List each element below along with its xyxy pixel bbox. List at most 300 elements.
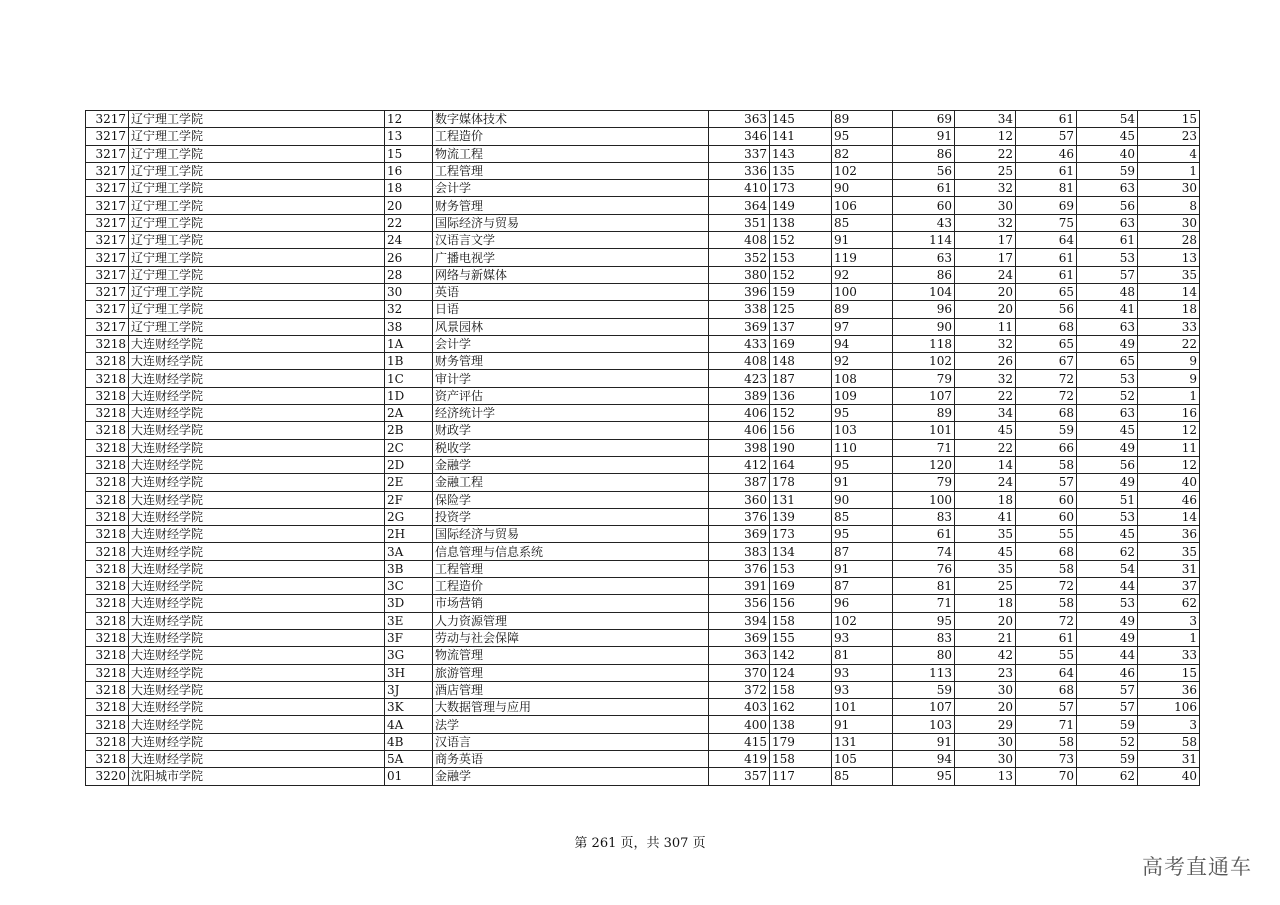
school-name-cell: 大连财经学院 [129,456,385,473]
col-12-cell: 37 [1138,578,1200,595]
col-9-cell: 35 [955,526,1016,543]
school-code-cell: 3218 [86,595,129,612]
school-name-cell: 大连财经学院 [129,543,385,560]
major-name-cell: 旅游管理 [433,664,709,681]
table-row [86,232,1200,249]
col-6-cell: 164 [770,456,832,473]
col-11-cell: 62 [1077,768,1138,785]
col-12-cell: 36 [1138,681,1200,698]
col-6-cell: 138 [770,214,832,231]
table-row [86,266,1200,283]
col-10-cell: 72 [1016,612,1077,629]
col-7-cell: 90 [832,180,893,197]
col-12-cell: 15 [1138,664,1200,681]
col-7-cell: 92 [832,353,893,370]
major-name-cell: 法学 [433,716,709,733]
table-row [86,595,1200,612]
major-code-cell: 01 [385,768,433,785]
col-6-cell: 158 [770,612,832,629]
school-name-cell: 大连财经学院 [129,353,385,370]
col-6-cell: 187 [770,370,832,387]
col-10-cell: 67 [1016,353,1077,370]
col-9-cell: 17 [955,249,1016,266]
col-11-cell: 54 [1077,560,1138,577]
school-code-cell: 3218 [86,681,129,698]
col-8-cell: 79 [893,474,955,491]
col-5-cell: 406 [709,405,770,422]
table-row [86,526,1200,543]
school-name-cell: 大连财经学院 [129,508,385,525]
col-9-cell: 41 [955,508,1016,525]
col-11-cell: 53 [1077,249,1138,266]
col-10-cell: 71 [1016,716,1077,733]
school-code-cell: 3218 [86,335,129,352]
school-name-cell: 辽宁理工学院 [129,180,385,197]
col-10-cell: 57 [1016,699,1077,716]
col-7-cell: 94 [832,335,893,352]
col-6-cell: 124 [770,664,832,681]
major-name-cell: 汉语言文学 [433,232,709,249]
col-12-cell: 9 [1138,353,1200,370]
col-5-cell: 369 [709,318,770,335]
col-7-cell: 90 [832,491,893,508]
table-row [86,353,1200,370]
col-7-cell: 89 [832,111,893,128]
school-code-cell: 3218 [86,491,129,508]
col-12-cell: 35 [1138,543,1200,560]
col-12-cell: 62 [1138,595,1200,612]
col-5-cell: 372 [709,681,770,698]
col-7-cell: 97 [832,318,893,335]
col-7-cell: 131 [832,733,893,750]
school-name-cell: 大连财经学院 [129,526,385,543]
col-5-cell: 433 [709,335,770,352]
col-5-cell: 380 [709,266,770,283]
col-7-cell: 93 [832,629,893,646]
major-name-cell: 经济统计学 [433,405,709,422]
col-12-cell: 40 [1138,768,1200,785]
major-name-cell: 酒店管理 [433,681,709,698]
col-10-cell: 65 [1016,283,1077,300]
school-name-cell: 大连财经学院 [129,699,385,716]
table-row [86,681,1200,698]
col-6-cell: 137 [770,318,832,335]
col-11-cell: 53 [1077,595,1138,612]
col-8-cell: 91 [893,733,955,750]
col-12-cell: 15 [1138,111,1200,128]
table-row [86,456,1200,473]
col-5-cell: 398 [709,439,770,456]
col-9-cell: 20 [955,283,1016,300]
col-8-cell: 118 [893,335,955,352]
major-name-cell: 财务管理 [433,353,709,370]
col-6-cell: 173 [770,526,832,543]
col-11-cell: 59 [1077,162,1138,179]
major-code-cell: 2D [385,456,433,473]
major-name-cell: 会计学 [433,335,709,352]
col-6-cell: 125 [770,301,832,318]
col-12-cell: 46 [1138,491,1200,508]
col-5-cell: 410 [709,180,770,197]
table-row [86,370,1200,387]
major-name-cell: 汉语言 [433,733,709,750]
major-name-cell: 工程造价 [433,128,709,145]
col-5-cell: 363 [709,647,770,664]
school-name-cell: 辽宁理工学院 [129,111,385,128]
major-code-cell: 1B [385,353,433,370]
col-5-cell: 415 [709,733,770,750]
school-code-cell: 3218 [86,474,129,491]
col-10-cell: 58 [1016,560,1077,577]
major-name-cell: 财务管理 [433,197,709,214]
table-row [86,422,1200,439]
school-name-cell: 大连财经学院 [129,578,385,595]
table-row [86,214,1200,231]
col-7-cell: 102 [832,162,893,179]
major-code-cell: 1C [385,370,433,387]
col-9-cell: 20 [955,301,1016,318]
table-row [86,629,1200,646]
table-row [86,699,1200,716]
col-8-cell: 43 [893,214,955,231]
col-8-cell: 94 [893,750,955,767]
school-name-cell: 大连财经学院 [129,629,385,646]
col-6-cell: 179 [770,733,832,750]
col-8-cell: 74 [893,543,955,560]
col-5-cell: 412 [709,456,770,473]
major-name-cell: 广播电视学 [433,249,709,266]
col-8-cell: 100 [893,491,955,508]
col-5-cell: 394 [709,612,770,629]
school-name-cell: 辽宁理工学院 [129,318,385,335]
col-9-cell: 45 [955,422,1016,439]
col-6-cell: 138 [770,716,832,733]
col-7-cell: 87 [832,543,893,560]
col-12-cell: 30 [1138,180,1200,197]
col-11-cell: 63 [1077,405,1138,422]
col-8-cell: 61 [893,180,955,197]
school-name-cell: 大连财经学院 [129,681,385,698]
table-row [86,543,1200,560]
col-10-cell: 61 [1016,266,1077,283]
col-8-cell: 71 [893,439,955,456]
major-name-cell: 金融学 [433,456,709,473]
col-11-cell: 57 [1077,681,1138,698]
school-code-cell: 3218 [86,733,129,750]
school-code-cell: 3218 [86,750,129,767]
col-12-cell: 14 [1138,283,1200,300]
col-12-cell: 35 [1138,266,1200,283]
col-11-cell: 51 [1077,491,1138,508]
col-6-cell: 178 [770,474,832,491]
col-6-cell: 139 [770,508,832,525]
major-code-cell: 5A [385,750,433,767]
col-8-cell: 120 [893,456,955,473]
col-10-cell: 73 [1016,750,1077,767]
major-name-cell: 物流工程 [433,145,709,162]
major-name-cell: 投资学 [433,508,709,525]
major-code-cell: 13 [385,128,433,145]
col-6-cell: 173 [770,180,832,197]
col-10-cell: 61 [1016,111,1077,128]
major-code-cell: 3H [385,664,433,681]
major-name-cell: 工程管理 [433,560,709,577]
table-row [86,301,1200,318]
col-10-cell: 61 [1016,162,1077,179]
col-12-cell: 14 [1138,508,1200,525]
school-code-cell: 3217 [86,197,129,214]
col-7-cell: 108 [832,370,893,387]
col-5-cell: 423 [709,370,770,387]
col-7-cell: 91 [832,474,893,491]
table-row [86,474,1200,491]
col-10-cell: 55 [1016,526,1077,543]
major-code-cell: 28 [385,266,433,283]
col-6-cell: 148 [770,353,832,370]
school-code-cell: 3218 [86,647,129,664]
col-9-cell: 20 [955,612,1016,629]
school-code-cell: 3217 [86,162,129,179]
col-12-cell: 36 [1138,526,1200,543]
col-6-cell: 131 [770,491,832,508]
col-10-cell: 60 [1016,491,1077,508]
col-10-cell: 61 [1016,629,1077,646]
col-9-cell: 14 [955,456,1016,473]
school-name-cell: 辽宁理工学院 [129,197,385,214]
col-6-cell: 162 [770,699,832,716]
col-10-cell: 64 [1016,232,1077,249]
major-name-cell: 信息管理与信息系统 [433,543,709,560]
col-11-cell: 41 [1077,301,1138,318]
col-5-cell: 387 [709,474,770,491]
school-name-cell: 辽宁理工学院 [129,266,385,283]
col-7-cell: 96 [832,595,893,612]
school-name-cell: 大连财经学院 [129,370,385,387]
col-7-cell: 91 [832,560,893,577]
major-code-cell: 2E [385,474,433,491]
major-name-cell: 人力资源管理 [433,612,709,629]
col-7-cell: 110 [832,439,893,456]
col-9-cell: 22 [955,145,1016,162]
col-8-cell: 113 [893,664,955,681]
col-5-cell: 364 [709,197,770,214]
col-9-cell: 30 [955,197,1016,214]
col-12-cell: 3 [1138,716,1200,733]
col-12-cell: 18 [1138,301,1200,318]
major-name-cell: 审计学 [433,370,709,387]
col-5-cell: 369 [709,526,770,543]
major-code-cell: 30 [385,283,433,300]
col-7-cell: 95 [832,456,893,473]
table-row [86,647,1200,664]
col-5-cell: 419 [709,750,770,767]
col-9-cell: 24 [955,474,1016,491]
col-10-cell: 64 [1016,664,1077,681]
col-9-cell: 32 [955,370,1016,387]
major-name-cell: 资产评估 [433,387,709,404]
school-name-cell: 大连财经学院 [129,750,385,767]
col-7-cell: 100 [832,283,893,300]
col-7-cell: 85 [832,768,893,785]
col-8-cell: 63 [893,249,955,266]
major-code-cell: 22 [385,214,433,231]
col-12-cell: 4 [1138,145,1200,162]
col-7-cell: 81 [832,647,893,664]
school-name-cell: 辽宁理工学院 [129,162,385,179]
col-7-cell: 101 [832,699,893,716]
col-6-cell: 169 [770,335,832,352]
col-12-cell: 40 [1138,474,1200,491]
col-12-cell: 23 [1138,128,1200,145]
col-11-cell: 49 [1077,474,1138,491]
col-5-cell: 383 [709,543,770,560]
col-6-cell: 190 [770,439,832,456]
col-5-cell: 408 [709,232,770,249]
school-code-cell: 3217 [86,301,129,318]
col-10-cell: 75 [1016,214,1077,231]
col-5-cell: 369 [709,629,770,646]
col-10-cell: 68 [1016,405,1077,422]
page-footer: 第 261 页，共 307 页 [574,836,706,851]
col-9-cell: 42 [955,647,1016,664]
major-name-cell: 保险学 [433,491,709,508]
school-name-cell: 辽宁理工学院 [129,128,385,145]
table-row [86,491,1200,508]
school-code-cell: 3218 [86,353,129,370]
major-code-cell: 2C [385,439,433,456]
school-name-cell: 大连财经学院 [129,647,385,664]
col-12-cell: 13 [1138,249,1200,266]
col-12-cell: 9 [1138,370,1200,387]
col-6-cell: 156 [770,422,832,439]
major-code-cell: 2H [385,526,433,543]
col-10-cell: 46 [1016,145,1077,162]
col-9-cell: 30 [955,750,1016,767]
major-name-cell: 劳动与社会保障 [433,629,709,646]
col-11-cell: 49 [1077,612,1138,629]
school-code-cell: 3218 [86,456,129,473]
col-6-cell: 117 [770,768,832,785]
school-name-cell: 辽宁理工学院 [129,214,385,231]
major-code-cell: 20 [385,197,433,214]
col-8-cell: 90 [893,318,955,335]
school-code-cell: 3218 [86,699,129,716]
major-name-cell: 金融工程 [433,474,709,491]
school-code-cell: 3217 [86,128,129,145]
col-5-cell: 336 [709,162,770,179]
school-code-cell: 3218 [86,543,129,560]
table-row [86,283,1200,300]
school-name-cell: 大连财经学院 [129,716,385,733]
major-code-cell: 1A [385,335,433,352]
col-11-cell: 40 [1077,145,1138,162]
col-7-cell: 92 [832,266,893,283]
col-10-cell: 58 [1016,733,1077,750]
major-name-cell: 风景园林 [433,318,709,335]
school-code-cell: 3218 [86,439,129,456]
table-row [86,162,1200,179]
major-code-cell: 3C [385,578,433,595]
col-8-cell: 104 [893,283,955,300]
col-10-cell: 72 [1016,370,1077,387]
col-9-cell: 20 [955,699,1016,716]
major-name-cell: 税收学 [433,439,709,456]
major-code-cell: 2F [385,491,433,508]
col-5-cell: 352 [709,249,770,266]
major-code-cell: 18 [385,180,433,197]
col-9-cell: 11 [955,318,1016,335]
col-10-cell: 65 [1016,335,1077,352]
col-11-cell: 61 [1077,232,1138,249]
table-row [86,318,1200,335]
col-11-cell: 62 [1077,543,1138,560]
table-row [86,335,1200,352]
col-5-cell: 376 [709,560,770,577]
school-code-cell: 3217 [86,111,129,128]
table-row [86,612,1200,629]
major-name-cell: 大数据管理与应用 [433,699,709,716]
col-5-cell: 351 [709,214,770,231]
col-9-cell: 25 [955,162,1016,179]
major-code-cell: 2B [385,422,433,439]
col-8-cell: 59 [893,681,955,698]
col-10-cell: 69 [1016,197,1077,214]
col-9-cell: 12 [955,128,1016,145]
col-11-cell: 56 [1077,456,1138,473]
school-name-cell: 大连财经学院 [129,422,385,439]
major-code-cell: 3E [385,612,433,629]
col-9-cell: 35 [955,560,1016,577]
school-name-cell: 辽宁理工学院 [129,301,385,318]
col-7-cell: 102 [832,612,893,629]
col-6-cell: 152 [770,266,832,283]
col-6-cell: 159 [770,283,832,300]
col-11-cell: 63 [1077,318,1138,335]
school-code-cell: 3218 [86,526,129,543]
school-code-cell: 3218 [86,716,129,733]
col-7-cell: 87 [832,578,893,595]
major-code-cell: 3J [385,681,433,698]
table-row [86,733,1200,750]
col-8-cell: 102 [893,353,955,370]
table-row [86,750,1200,767]
major-name-cell: 网络与新媒体 [433,266,709,283]
table-row [86,664,1200,681]
col-6-cell: 153 [770,560,832,577]
school-name-cell: 大连财经学院 [129,664,385,681]
school-code-cell: 3217 [86,318,129,335]
major-code-cell: 16 [385,162,433,179]
major-code-cell: 24 [385,232,433,249]
col-8-cell: 56 [893,162,955,179]
col-12-cell: 8 [1138,197,1200,214]
col-5-cell: 363 [709,111,770,128]
col-7-cell: 95 [832,405,893,422]
col-9-cell: 34 [955,405,1016,422]
col-11-cell: 49 [1077,439,1138,456]
col-7-cell: 85 [832,214,893,231]
col-11-cell: 44 [1077,578,1138,595]
col-9-cell: 22 [955,439,1016,456]
school-name-cell: 大连财经学院 [129,612,385,629]
col-5-cell: 356 [709,595,770,612]
col-11-cell: 53 [1077,508,1138,525]
major-code-cell: 3G [385,647,433,664]
col-12-cell: 12 [1138,422,1200,439]
col-10-cell: 72 [1016,387,1077,404]
col-11-cell: 45 [1077,526,1138,543]
col-11-cell: 53 [1077,370,1138,387]
